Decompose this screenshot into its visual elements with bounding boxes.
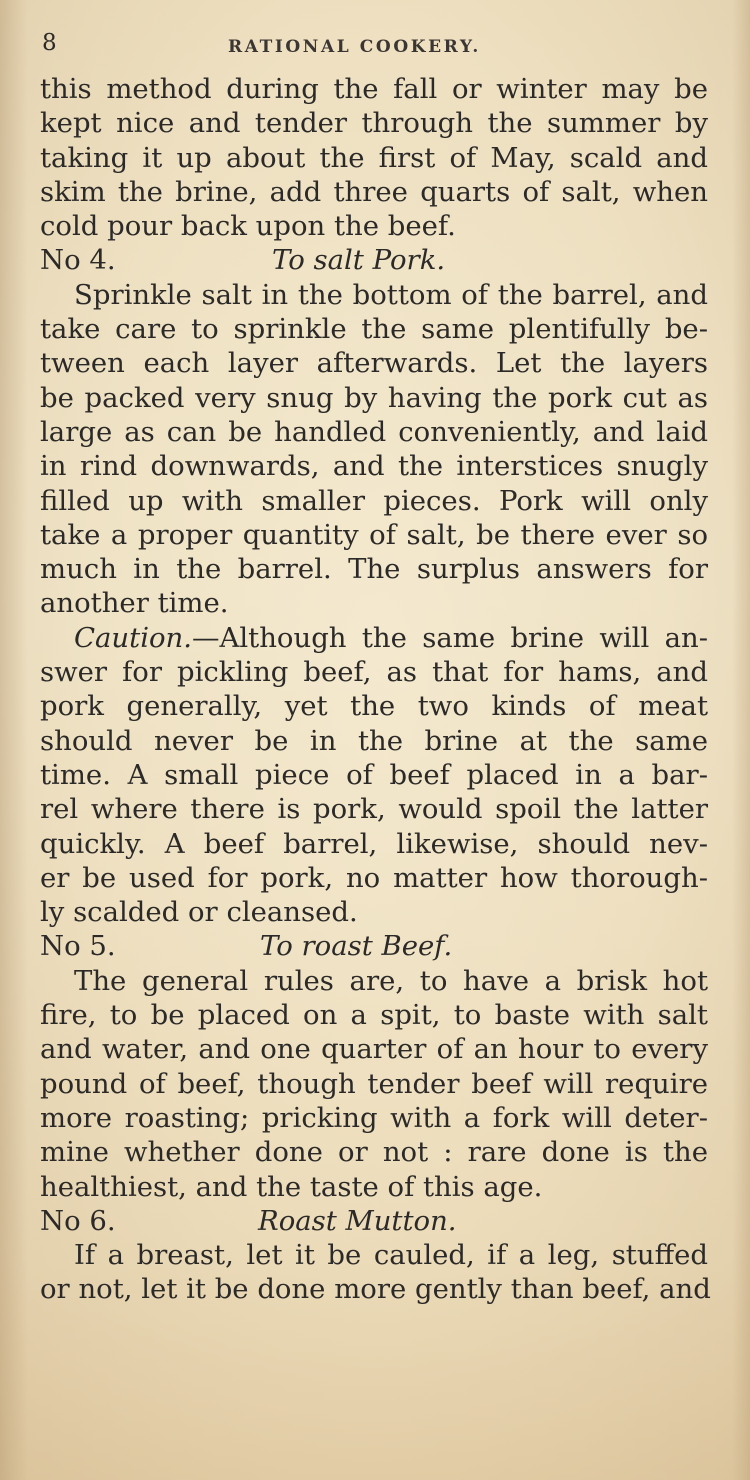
text-line: ly scalded or cleansed. bbox=[40, 896, 358, 929]
text-line: mine whether done or not : rare done is the bbox=[40, 1136, 708, 1169]
page-header bbox=[40, 30, 710, 64]
text-line: time. A small piece of beef placed in a bar- bbox=[40, 758, 708, 791]
recipe-number: No 4. bbox=[40, 244, 116, 277]
running-title: RATIONAL COOKERY. bbox=[228, 37, 481, 57]
caution-label: Caution. bbox=[74, 621, 193, 654]
text-line: filled up with smaller pieces. Pork will only bbox=[40, 484, 708, 517]
caution-first-line bbox=[40, 621, 708, 655]
text-line: cold pour back upon the beef. bbox=[40, 210, 456, 243]
text-line: take a proper quantity of salt, be there ever so bbox=[40, 518, 708, 551]
text-line: pound of beef, though tender beef will require bbox=[40, 1067, 708, 1100]
text-line: rel where there is pork, would spoil the latter bbox=[40, 793, 708, 826]
text-line: in rind downwards, and the interstices snugly bbox=[40, 450, 708, 483]
recipe-title: To roast Beef. bbox=[260, 930, 453, 963]
text-line: should never be in the brine at the same bbox=[40, 724, 708, 757]
text-line: taking it up about the first of May, scald and bbox=[40, 141, 708, 174]
recipe-title: Roast Mutton. bbox=[258, 1204, 457, 1237]
text-line: If a breast, let it be cauled, if a leg, stuffed bbox=[74, 1239, 708, 1272]
text-line: and water, and one quarter of an hour to every bbox=[40, 1033, 708, 1066]
text-line: kept nice and tender through the summer by bbox=[40, 107, 708, 140]
text-line: another time. bbox=[40, 587, 229, 620]
text-line: Sprinkle salt in the bottom of the barrel, and bbox=[74, 278, 708, 311]
text-line: take care to sprinkle the same plentifully be- bbox=[40, 313, 708, 346]
page-body bbox=[40, 72, 711, 1307]
recipe-number: No 5. bbox=[40, 930, 116, 963]
text-line: much in the barrel. The surplus answers for bbox=[40, 553, 708, 586]
recipe-title: To salt Pork. bbox=[272, 244, 446, 277]
recipe-heading bbox=[40, 1204, 708, 1238]
text-line: healthiest, and the taste of this age. bbox=[40, 1170, 543, 1203]
caution-first-line-text: —Although the same brine will an- bbox=[192, 621, 708, 654]
text-line: more roasting; pricking with a fork will deter- bbox=[40, 1101, 708, 1134]
text-line: The general rules are, to have a brisk hot bbox=[74, 964, 708, 997]
recipe-number: No 6. bbox=[40, 1204, 116, 1237]
text-line: swer for pickling beef, as that for hams, and bbox=[40, 656, 708, 689]
recipe-heading bbox=[40, 929, 708, 963]
text-line: be packed very snug by having the pork cut as bbox=[40, 381, 708, 414]
text-line: pork generally, yet the two kinds of meat bbox=[40, 690, 708, 723]
text-line: skim the brine, add three quarts of salt, when bbox=[40, 175, 708, 208]
text-line: this method during the fall or winter may be bbox=[40, 73, 708, 105]
text-line: or not, let it be done more gently than beef, and bbox=[40, 1273, 711, 1306]
text-line: large as can be handled conveniently, and laid bbox=[40, 415, 708, 448]
recipe-heading bbox=[40, 243, 708, 277]
text-line: quickly. A beef barrel, likewise, should nev- bbox=[40, 827, 708, 860]
page-number: 8 bbox=[42, 30, 57, 56]
text-line: tween each layer afterwards. Let the layers bbox=[40, 347, 708, 380]
text-line: fire, to be placed on a spit, to baste with salt bbox=[40, 999, 708, 1032]
text-line: er be used for pork, no matter how thorough- bbox=[40, 861, 708, 894]
